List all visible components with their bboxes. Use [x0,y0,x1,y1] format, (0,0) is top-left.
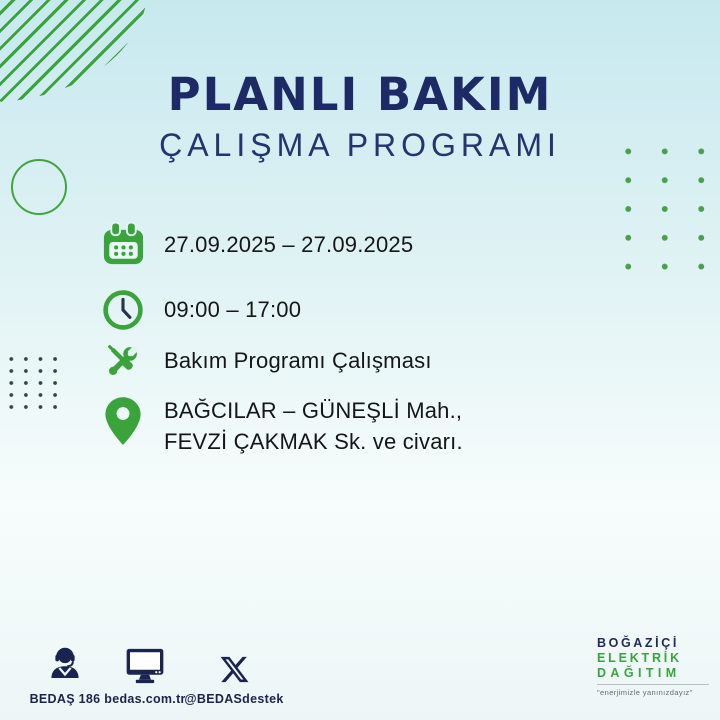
phone-label: BEDAŞ 186 [29,692,101,706]
calendar-icon [98,221,148,268]
circle-outline-decoration [11,159,67,215]
map-pin-icon [98,395,148,449]
footer-phone [22,641,108,706]
location-text [164,395,463,457]
location-line1: BAĞCILAR – GÜNEŞLİ Mah., [164,398,463,423]
dot-grid-bottom-left-decoration [4,353,64,415]
footer-social [181,641,287,706]
date-row [98,221,413,268]
clock-icon [98,288,148,332]
social-label: @BEDASdestek [184,692,284,706]
work-row [98,337,432,384]
work-type: Bakım Programı Çalışması [164,347,432,373]
location-row [98,395,463,457]
date-range: 27.09.2025 – 27.09.2025 [164,231,414,257]
brand-divider [597,684,709,685]
brand-line3: DAĞITIM [597,666,681,680]
x-logo-icon [181,641,287,685]
brand-slogan: "enerjimizle yanınızdayız" [597,688,693,697]
brand-line2: ELEKTRİK [597,651,682,665]
location-line2: FEVZİ ÇAKMAK Sk. ve civarı. [164,429,463,454]
brand-logo [597,636,709,697]
page-title [0,70,720,164]
footer-website [100,641,190,706]
brand-line1: BOĞAZİÇİ [597,636,679,650]
time-row [98,288,301,332]
title-line2: ÇALIŞMA PROGRAMI [159,126,561,163]
support-agent-icon [22,641,108,685]
time-range: 09:00 – 17:00 [164,297,302,322]
monitor-icon [100,641,190,685]
tools-icon [98,337,148,384]
title-line1: PLANLI BAKIM [167,68,553,121]
website-label: bedas.com.tr [104,692,186,706]
